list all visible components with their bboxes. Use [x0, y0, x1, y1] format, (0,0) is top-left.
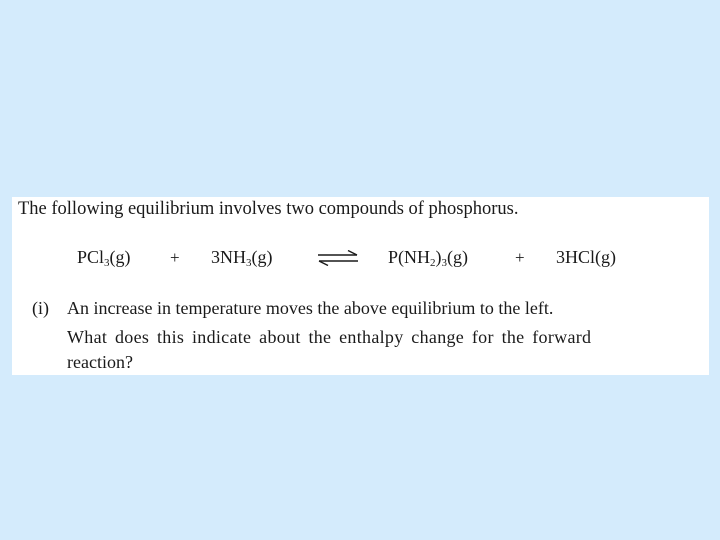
part-text-line-3: reaction?	[67, 352, 133, 372]
product-hcl-state: (g)	[595, 247, 617, 267]
plus-sign-2: +	[515, 248, 525, 267]
reactant-nh3-coefficient: 3	[211, 247, 220, 267]
product-p-nh2-3-subscript-2: 2	[430, 257, 436, 269]
equilibrium-arrows-icon	[315, 250, 361, 266]
reactant-nh3-state: (g)	[251, 247, 273, 267]
product-p-nh2-3	[388, 247, 468, 269]
question-intro: The following equilibrium involves two compounds of phosphorus.	[18, 199, 519, 219]
reactant-nh3-formula: NH	[220, 247, 246, 267]
reactant-pcl3-formula: PCl	[77, 247, 105, 267]
product-hcl	[556, 247, 616, 268]
reactant-pcl3-state: (g)	[109, 247, 131, 267]
reactant-nh3-subscript: 3	[246, 257, 252, 269]
product-p-nh2-3-state: (g)	[447, 247, 469, 267]
part-text-line-1: An increase in temperature moves the above equilibrium to the left.	[67, 298, 554, 318]
part-number: (i)	[32, 298, 49, 318]
question-scan	[12, 197, 709, 375]
plus-sign-1: +	[170, 248, 180, 267]
product-hcl-formula: HCl	[565, 247, 596, 267]
reactant-nh3	[211, 247, 273, 269]
product-p-nh2-3-formula: P(NH	[388, 247, 431, 267]
product-hcl-coefficient: 3	[556, 247, 565, 267]
product-p-nh2-3-bracket: )	[435, 247, 442, 267]
product-p-nh2-3-subscript-3: 3	[441, 257, 448, 269]
part-text-line-2: What does this indicate about the enthalpy change for the forward	[67, 327, 592, 347]
reactant-pcl3	[77, 247, 131, 269]
reactant-pcl3-subscript: 3	[104, 257, 110, 269]
